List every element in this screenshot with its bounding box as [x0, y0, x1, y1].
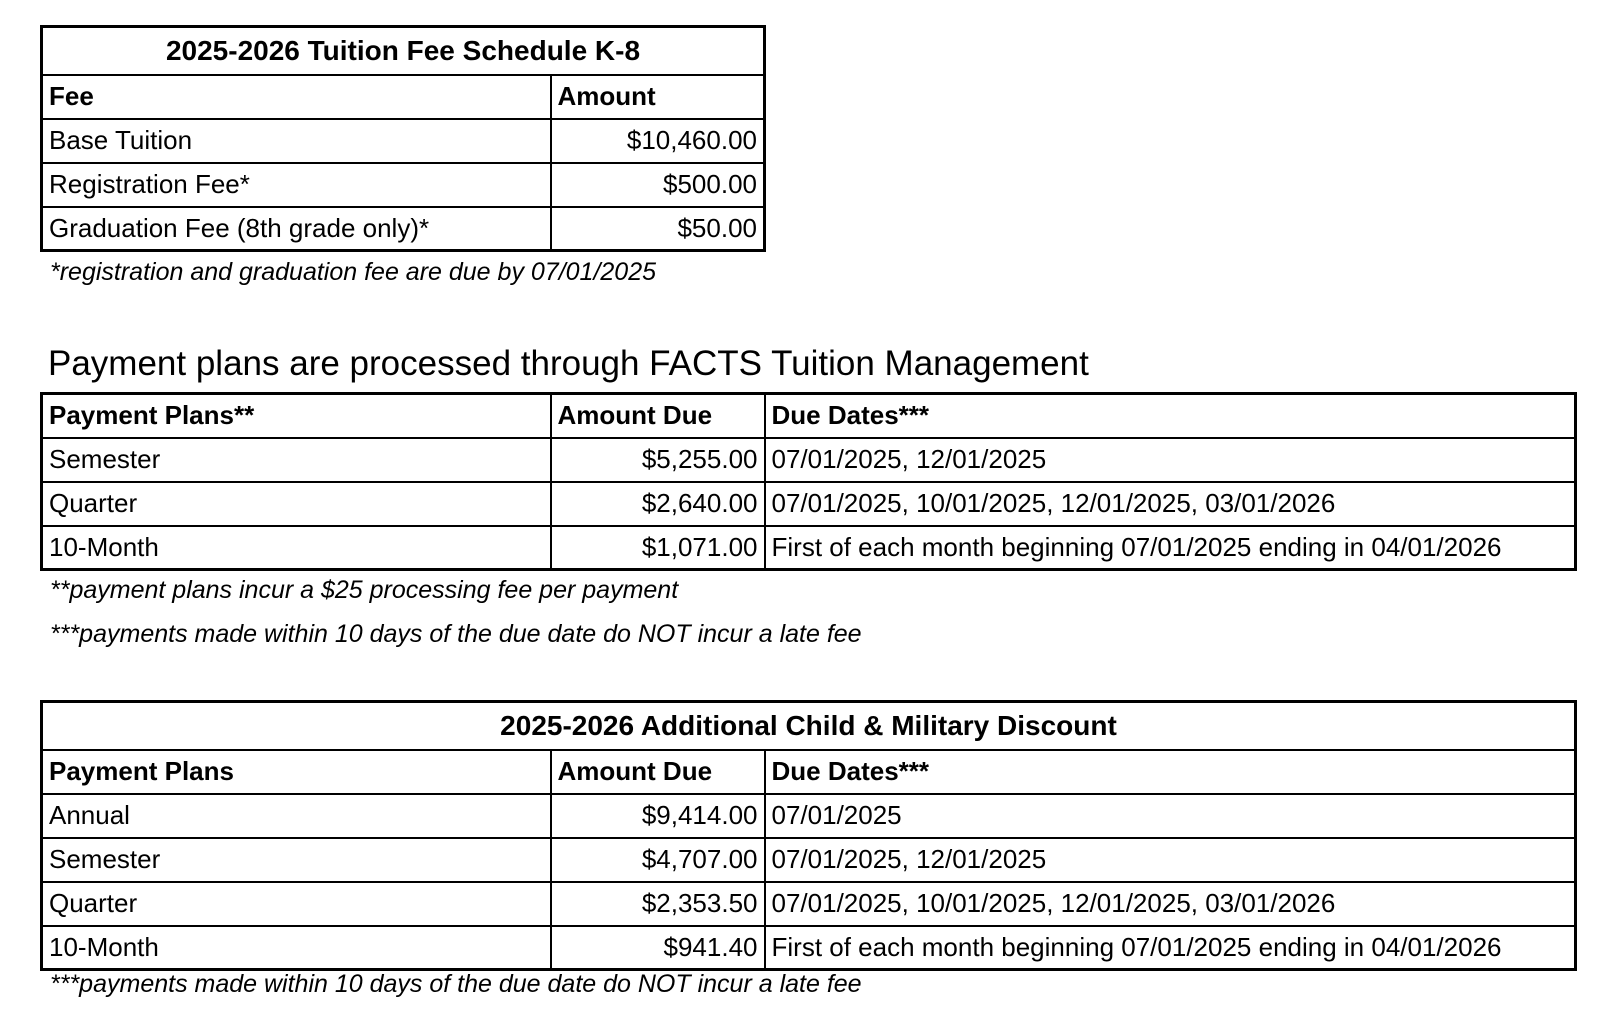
discount-late-fee-footnote: ***payments made within 10 days of the due date do NOT incur a late fee [50, 970, 862, 998]
plan-due-dates: First of each month beginning 07/01/2025 ending in 04/01/2026 [765, 526, 1576, 570]
fee-amount: $500.00 [551, 163, 765, 207]
table-row [42, 526, 1576, 570]
column-header-due-dates: Due Dates*** [765, 394, 1576, 438]
column-header-payment-plans: Payment Plans [42, 750, 551, 794]
fee-name: Base Tuition [42, 119, 551, 163]
fee-amount: $50.00 [551, 207, 765, 251]
plan-name: 10-Month [42, 526, 551, 570]
plan-due-dates: 07/01/2025 [765, 794, 1576, 838]
processing-fee-footnote: **payment plans incur a $25 processing fee per payment [50, 576, 679, 604]
plan-name: 10-Month [42, 926, 551, 970]
plan-amount: $9,414.00 [551, 794, 765, 838]
discount-title: 2025-2026 Additional Child & Military Discount [42, 702, 1576, 750]
column-header-payment-plans: Payment Plans** [42, 394, 551, 438]
column-header-amount-due: Amount Due [551, 394, 765, 438]
payment-plans-heading: Payment plans are processed through FACTS Tuition Management [48, 344, 1089, 383]
plan-amount: $4,707.00 [551, 838, 765, 882]
column-header-amount: Amount [551, 75, 765, 119]
table-row [42, 482, 1576, 526]
fee-name: Registration Fee* [42, 163, 551, 207]
fee-name: Graduation Fee (8th grade only)* [42, 207, 551, 251]
table-row [42, 163, 765, 207]
plan-amount: $1,071.00 [551, 526, 765, 570]
fee-amount: $10,460.00 [551, 119, 765, 163]
plan-due-dates: 07/01/2025, 12/01/2025 [765, 438, 1576, 482]
discount-table [40, 700, 1577, 971]
plan-name: Semester [42, 438, 551, 482]
plan-due-dates: 07/01/2025, 12/01/2025 [765, 838, 1576, 882]
table-row [42, 882, 1576, 926]
plan-due-dates: First of each month beginning 07/01/2025 ending in 04/01/2026 [765, 926, 1576, 970]
plan-name: Quarter [42, 482, 551, 526]
plan-name: Quarter [42, 882, 551, 926]
fee-schedule-footnote: *registration and graduation fee are due by 07/01/2025 [50, 258, 657, 286]
plan-name: Semester [42, 838, 551, 882]
tuition-fee-schedule-table [40, 25, 766, 252]
table-row [42, 926, 1576, 970]
plan-amount: $941.40 [551, 926, 765, 970]
column-header-fee: Fee [42, 75, 551, 119]
column-header-amount-due: Amount Due [551, 750, 765, 794]
plan-amount: $2,640.00 [551, 482, 765, 526]
column-header-due-dates: Due Dates*** [765, 750, 1576, 794]
plan-amount: $5,255.00 [551, 438, 765, 482]
plan-due-dates: 07/01/2025, 10/01/2025, 12/01/2025, 03/01/2026 [765, 882, 1576, 926]
plan-amount: $2,353.50 [551, 882, 765, 926]
plan-due-dates: 07/01/2025, 10/01/2025, 12/01/2025, 03/01/2026 [765, 482, 1576, 526]
plan-name: Annual [42, 794, 551, 838]
table-row [42, 119, 765, 163]
table-row [42, 207, 765, 251]
payment-plans-table [40, 392, 1577, 571]
table-row [42, 838, 1576, 882]
fee-schedule-title: 2025-2026 Tuition Fee Schedule K-8 [42, 27, 765, 75]
table-row [42, 794, 1576, 838]
table-row [42, 438, 1576, 482]
late-fee-footnote: ***payments made within 10 days of the due date do NOT incur a late fee [50, 620, 862, 648]
